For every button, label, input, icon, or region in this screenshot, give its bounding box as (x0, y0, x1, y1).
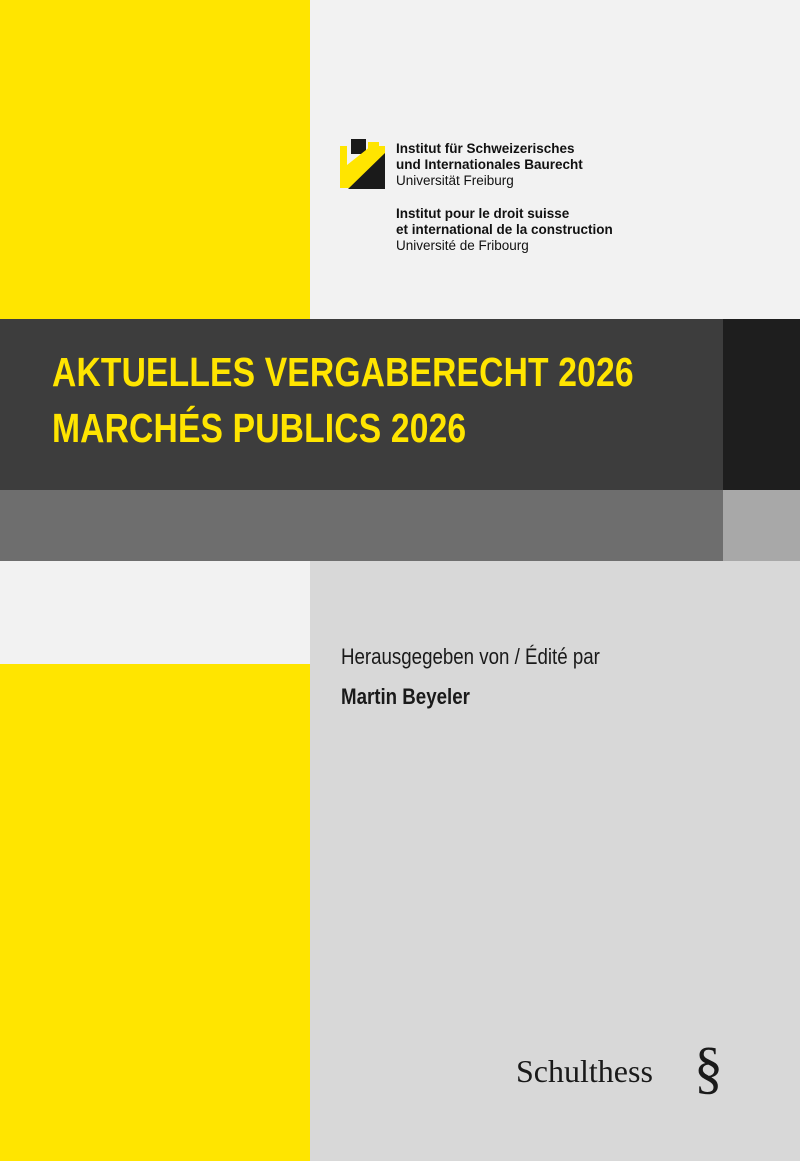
publisher-section-mark-icon: § (694, 1035, 723, 1100)
book-title-de: AKTUELLES VERGABERECHT 2026 (52, 349, 634, 395)
cover-block-light-left (0, 561, 310, 664)
title-band-accent (723, 319, 800, 490)
cover-block-yellow-bottom (0, 664, 310, 1161)
institute-de-line3: Universität Freiburg (396, 173, 514, 188)
grey-band-accent (723, 490, 800, 561)
institute-fr-line1: Institut pour le droit suisse (396, 206, 570, 221)
publisher-logo-text: Schulthess (516, 1053, 653, 1089)
institute-fr-line3: Université de Fribourg (396, 238, 529, 253)
institute-de-line2: und Internationales Baurecht (396, 157, 583, 172)
institute-name-fr (396, 206, 613, 254)
editor-label: Herausgegeben von / Édité par (341, 644, 600, 669)
institute-logo-icon (340, 139, 385, 189)
institute-de-line1: Institut für Schweizerisches (396, 141, 575, 156)
editor-name: Martin Beyeler (341, 684, 470, 709)
cover-block-yellow-top (0, 0, 310, 319)
institute-fr-line2: et international de la construction (396, 222, 613, 237)
grey-band (0, 490, 723, 561)
book-title-fr: MARCHÉS PUBLICS 2026 (52, 405, 467, 451)
institute-name-de (396, 141, 583, 189)
